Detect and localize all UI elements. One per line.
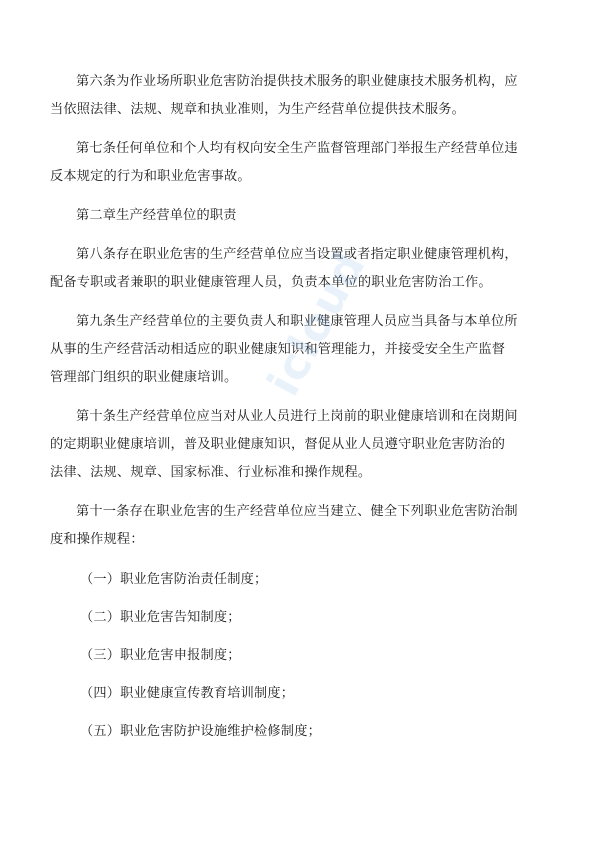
paragraph-line: 从事的生产经营活动相适应的职业健康知识和管理能力，并接受安全生产监督 (50, 342, 506, 357)
watermark-logo: icloud (258, 242, 376, 404)
paragraph-line: 第七条任何单位和个人均有权向安全生产监督管理部门举报生产经营单位违 (76, 141, 518, 156)
paragraph-line: 反本规定的行为和职业危害事故。 (50, 169, 251, 184)
list-item: （三）职业危害申报制度； (80, 648, 241, 663)
paragraph-line: 第十一条存在职业危害的生产经营单位应当建立、健全下列职业危害防治制 (76, 504, 518, 519)
paragraph-art6 (50, 68, 536, 124)
paragraph-line: 第十条生产经营单位应当对从业人员进行上岗前的职业健康培训和在岗期间 (76, 409, 518, 424)
paragraph-line: 第二章生产经营单位的职责 (76, 208, 237, 223)
list-item: （一）职业危害防治责任制度； (80, 572, 268, 587)
document-body (50, 68, 536, 756)
paragraph-line: 的定期职业健康培训，普及职业健康知识，督促从业人员遵守职业危害防治的 (50, 437, 506, 452)
system-list (76, 566, 536, 756)
paragraph-chapter2 (76, 202, 536, 230)
paragraph-line: 当依照法律、法规、规章和执业准则，为生产经营单位提供技术服务。 (50, 102, 466, 117)
paragraph-art7 (50, 135, 536, 191)
list-item: （四）职业健康宣传教育培训制度； (80, 686, 295, 701)
paragraph-line: 配备专职或者兼职的职业健康管理人员，负责本单位的职业危害防治工作。 (50, 275, 492, 290)
list-item: （二）职业危害告知制度； (80, 610, 241, 625)
paragraph-line: 第九条生产经营单位的主要负责人和职业健康管理人员应当具备与本单位所 (76, 314, 518, 329)
paragraph-line: 第八条存在职业危害的生产经营单位应当设置或者指定职业健康管理机构， (76, 247, 518, 262)
list-item: （五）职业危害防护设施维护检修制度； (80, 724, 321, 739)
paragraph-line: 管理部门组织的职业健康培训。 (50, 370, 238, 385)
paragraph-art9 (50, 308, 536, 392)
paragraph-art11 (50, 498, 536, 554)
paragraph-line: 度和操作规程： (50, 532, 144, 547)
paragraph-art8 (50, 241, 536, 297)
paragraph-art10 (50, 403, 536, 487)
paragraph-list (50, 68, 536, 566)
paragraph-line: 第六条为作业场所职业危害防治提供技术服务的职业健康技术服务机构，应 (76, 74, 518, 89)
paragraph-line: 法律、法规、规章、国家标准、行业标准和操作规程。 (50, 465, 372, 480)
